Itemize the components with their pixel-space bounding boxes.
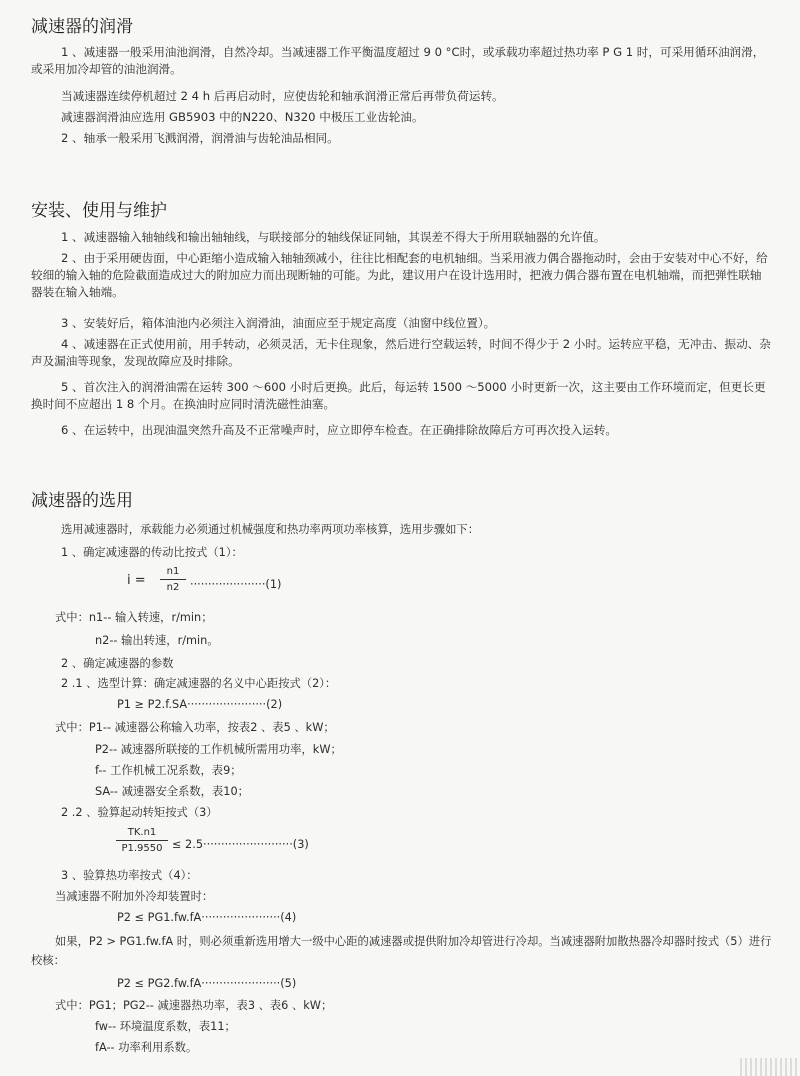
page-edge-decoration xyxy=(740,1058,800,1076)
step-3-condition: 当减速器不附加外冷却装置时： xyxy=(55,890,214,903)
formula-1-denominator: n2 xyxy=(166,582,180,593)
step-2: 2 、确定减速器的参数 xyxy=(61,657,174,670)
formula-1-fraction xyxy=(160,565,186,594)
fraction-bar xyxy=(160,579,186,580)
formula-5: P2 ≤ PG2.fw.fA······················(5) xyxy=(117,977,297,990)
step-2-1: 2 .1 、选型计算：确定减速器的名义中心距按式（2）： xyxy=(61,677,337,690)
where-p2: P2-- 减速器所联接的工作机械所需用功率，kW； xyxy=(95,743,342,756)
step-3-explanation: 如果，P2 > PG1.fw.fA 时，则必须重新选用增大一级中心距的减速器或提供附加冷却管进行冷却。当减速器附加散热器冷却器时按式（5）进行校核： xyxy=(31,935,772,967)
selection-intro: 选用减速器时，承载能力必须通过机械强度和热功率两项功率核算，选用步骤如下： xyxy=(61,523,479,536)
where-f: f-- 工作机械工况系数，表9； xyxy=(95,764,242,777)
section-title-installation: 安装、使用与维护 xyxy=(31,201,167,221)
install-paragraph-1: 1 、减速器输入轴轴线和输出轴轴线，与联接部分的轴线保证同轴，其误差不得大于所用联轴器的允许值。 xyxy=(61,230,606,244)
install-paragraph-3: 3 、安装好后，箱体油池内必须注入润滑油，油面应至于规定高度（油窗中线位置）。 xyxy=(61,316,496,330)
formula-3-denominator: P1.9550 xyxy=(121,843,163,854)
lubrication-paragraph-4: 2 、轴承一般采用飞溅润滑，润滑油与齿轮油品相同。 xyxy=(61,131,339,145)
install-paragraph-6: 6 、在运转中，出现油温突然升高及不正常噪声时，应立即停车检查。在正确排除故障后方可再次投入运转。 xyxy=(61,423,617,437)
where-fa: fA-- 功率利用系数。 xyxy=(95,1041,198,1054)
step-3: 3 、验算热功率按式（4）： xyxy=(61,869,198,882)
step-2-2: 2 .2 、验算起动转矩按式（3） xyxy=(61,806,218,819)
lubrication-paragraph-1: 1 、减速器一般采用油池润滑，自然冷却。当减速器工作平衡温度超过 9 0 °C时，或承载功率超过热功率 P G 1 时，可采用循环油润滑，或采用加冷却管的油池润滑。 xyxy=(31,45,765,76)
section-title-selection: 减速器的选用 xyxy=(31,491,133,511)
formula-4: P2 ≤ PG1.fw.fA······················(4) xyxy=(117,911,297,924)
formula-1-lhs: i = xyxy=(127,573,146,588)
where-sa: SA-- 减速器安全系数，表10； xyxy=(95,785,249,798)
formula-3-fraction xyxy=(116,826,168,855)
install-paragraph-5: 5 、首次注入的润滑油需在运转 300 ～600 小时后更换。此后，每运转 1500 ～5000 小时更新一次，这主要由工作环境而定，但更长更换时间不应超出 1 8 个月。在换油时应同时清洗磁性油塞。 xyxy=(31,380,766,411)
fraction-bar xyxy=(116,840,168,841)
install-paragraph-2: 2 、由于采用硬齿面，中心距缩小造成输入轴轴颈减小，往往比相配套的电机轴细。当采用液力偶合器拖动时，会由于安装对中心不好，给较细的输入轴的危险截面造成过大的附加应力而出现断轴的可能。为此，建议用户在设计选用时，把液力偶合器布置在电机轴端，而把弹性联轴器装在输入轴端。 xyxy=(31,251,768,299)
section-title-lubrication: 减速器的润滑 xyxy=(31,17,133,37)
formula-1-numerator: n1 xyxy=(166,566,180,577)
lubrication-paragraph-3: 减速器润滑油应选用 GB5903 中的N220、N320 中极压工业齿轮油。 xyxy=(61,110,424,124)
where-fw: fw-- 环境温度系数，表11； xyxy=(95,1020,236,1033)
formula-3-numerator: TK.n1 xyxy=(127,827,157,838)
where-pg: 式中：PG1；PG2-- 减速器热功率，表3 、表6 、kW； xyxy=(55,999,333,1012)
where-n2: n2-- 输出转速，r/min。 xyxy=(95,634,219,647)
step-1: 1 、确定减速器的传动比按式（1）： xyxy=(61,546,243,559)
formula-1-number: ·····················(1) xyxy=(190,578,282,591)
lubrication-paragraph-2: 当减速器连续停机超过 2 4 h 后再启动时，应使齿轮和轴承润滑正常后再带负荷运转。 xyxy=(61,89,504,103)
install-paragraph-4: 4 、减速器在正式使用前，用手转动，必须灵活，无卡住现象，然后进行空载运转，时间不得少于 2 小时。运转应平稳，无冲击、振动、杂声及漏油等现象，发现故障应及时排除。 xyxy=(31,337,771,368)
formula-2: P1 ≥ P2.f.SA······················(2) xyxy=(117,698,283,711)
where-n1: 式中：n1-- 输入转速，r/min； xyxy=(55,611,213,624)
where-p1: 式中：P1-- 减速器公称输入功率，按表2 、表5 、kW； xyxy=(55,721,335,734)
formula-3-tail: ≤ 2.5·························(3) xyxy=(172,838,309,851)
